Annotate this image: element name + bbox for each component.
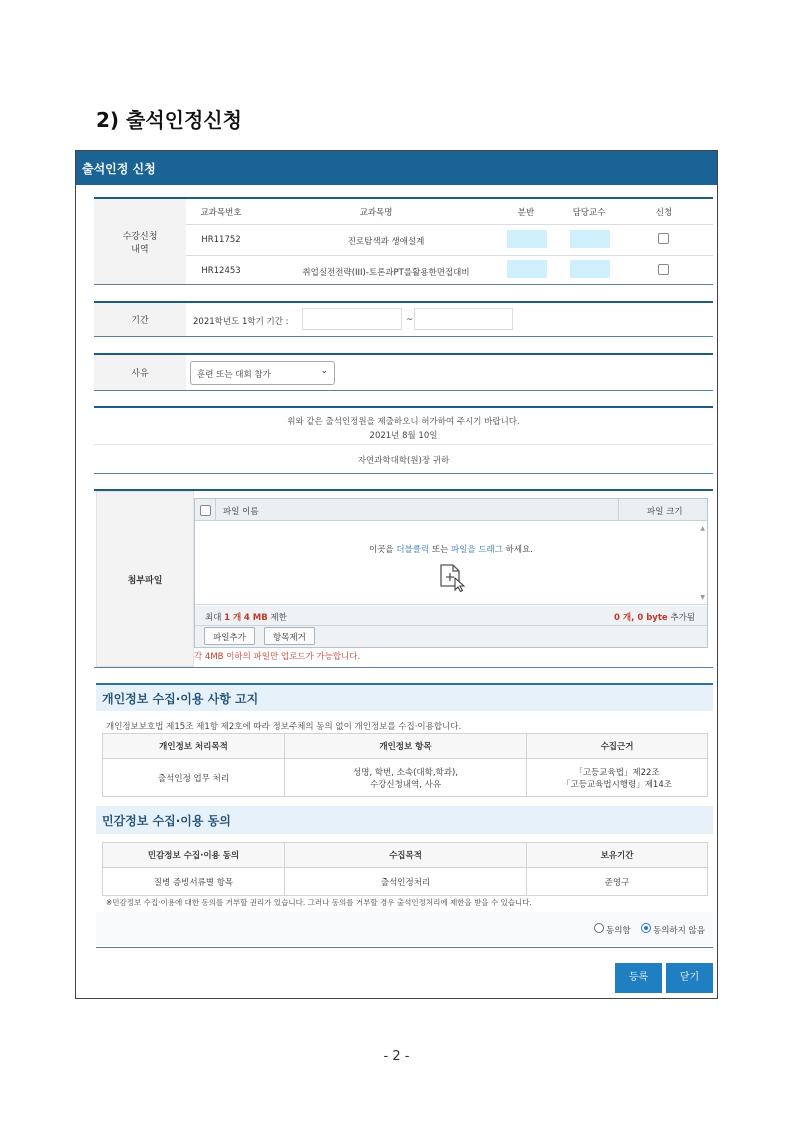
agree-label: 동의함 — [606, 926, 631, 936]
divider — [94, 444, 713, 445]
scroll-up-icon[interactable]: ▲ — [700, 525, 705, 532]
limit-size: 4 MB — [243, 613, 268, 623]
added-size: 0 byte — [637, 613, 668, 623]
header-professor: 담당교수 — [572, 208, 606, 218]
sensitive-retention: 준영구 — [527, 868, 708, 896]
privacy-items-line: 수강신청내역, 사유 — [369, 779, 442, 790]
uploader-footer — [195, 606, 707, 647]
sensitive-header-consent: 민감정보 수집·이용 동의 — [103, 843, 285, 868]
divider — [94, 336, 713, 337]
statement-recipient: 자연과학대학(원)장 귀하 — [357, 456, 450, 466]
course-code: HR11752 — [201, 235, 241, 245]
drop-text-double-click: 더블클릭 — [396, 545, 430, 555]
limit-count: 1 개 — [224, 613, 242, 623]
privacy-header-basis: 수집근거 — [527, 734, 708, 759]
course-label: 수강신청 내역 — [94, 199, 186, 284]
limit-pre: 최대 — [205, 613, 225, 623]
divider — [186, 224, 713, 225]
panel-title: 출석인정 신청 — [76, 151, 717, 185]
disagree-radio[interactable] — [641, 923, 651, 933]
chevron-down-icon: ⌄ — [320, 366, 328, 376]
sensitive-note: ※민감정보 수집·이용에 대한 동의를 거부할 권리가 있습니다. 그러나 동의를 거부할 경우 출석인정처리에 제한을 받을 수 있습니다. — [106, 898, 532, 907]
header-course-code: 교과목번호 — [200, 208, 242, 218]
divider — [96, 947, 713, 948]
course-code: HR12453 — [201, 266, 241, 276]
scroll-down-icon[interactable]: ▼ — [700, 594, 705, 601]
document-heading: 2) 출석인정신청 — [96, 108, 242, 132]
privacy-items — [285, 759, 527, 797]
divider — [618, 499, 619, 521]
sensitive-header-retention: 보유기간 — [527, 843, 708, 868]
close-button[interactable]: 닫기 — [666, 963, 713, 993]
upload-status — [614, 611, 695, 623]
column-file-size: 파일 크기 — [647, 507, 683, 517]
divider — [94, 390, 713, 391]
statement-text: 위와 같은 출석인정원을 제출하오니 허가하여 주시기 바랍니다. — [287, 417, 520, 427]
professor-field — [570, 230, 610, 248]
divider — [94, 406, 713, 408]
divider — [94, 353, 713, 355]
sensitive-purpose: 출석인정처리 — [285, 868, 527, 896]
period-end-input[interactable] — [414, 308, 513, 330]
reason-label: 사유 — [94, 355, 186, 390]
apply-checkbox[interactable] — [658, 264, 669, 275]
period-text: 2021학년도 1학기 기간 : — [193, 317, 289, 327]
upload-notice: 각 4MB 이하의 파일만 업로드가 가능합니다. — [194, 652, 361, 662]
divider — [186, 255, 713, 256]
added-post: 추가됨 — [667, 613, 695, 623]
file-add-icon — [437, 562, 467, 592]
upload-limit — [205, 611, 287, 623]
course-name: 진로탐색과 생애설계 — [347, 237, 425, 247]
divider — [94, 667, 713, 668]
reason-selected-value: 훈련 또는 대회 참가 — [197, 370, 271, 380]
divider — [94, 197, 713, 199]
drop-text-pre: 이곳을 — [368, 545, 397, 555]
divider — [94, 473, 713, 474]
course-name: 취업실전전략(III)-토론과PT를활용한면접대비 — [302, 268, 470, 278]
privacy-items-line: 성명, 학번, 소속(대학,학과), — [353, 767, 458, 778]
privacy-intro: 개인정보보호법 제15조 제1항 제2호에 따라 정보주체의 동의 없이 개인정보를 수집·이용합니다. — [106, 722, 462, 732]
file-drop-zone[interactable] — [195, 522, 707, 605]
divider — [195, 625, 707, 626]
drop-text-post: 하세요. — [502, 545, 534, 555]
agree-radio[interactable] — [594, 923, 604, 933]
privacy-section-title: 개인정보 수집·이용 사항 고지 — [96, 685, 713, 711]
disagree-label: 동의하지 않음 — [653, 926, 705, 936]
page-number: - 2 - — [383, 1049, 410, 1064]
select-all-checkbox[interactable] — [200, 505, 211, 516]
privacy-table — [102, 733, 708, 797]
drop-text-mid: 또는 — [429, 545, 451, 555]
file-uploader — [194, 498, 708, 648]
limit-post: 제한 — [267, 613, 287, 623]
attachment-label: 첨부파일 — [96, 491, 194, 667]
header-course-name: 교과목명 — [359, 208, 393, 218]
statement-date: 2021년 8월 10일 — [369, 431, 438, 441]
privacy-header-items: 개인정보 항목 — [285, 734, 527, 759]
privacy-header-purpose: 개인정보 처리목적 — [103, 734, 285, 759]
submit-button[interactable]: 등록 — [615, 963, 662, 993]
privacy-basis-line: 「고등교육법시행령」제14조 — [562, 779, 672, 790]
remove-item-button[interactable]: 항목제거 — [264, 627, 315, 645]
drop-zone-text — [195, 543, 707, 555]
professor-field — [570, 260, 610, 278]
period-start-input[interactable] — [302, 308, 402, 330]
header-apply: 신청 — [655, 208, 673, 218]
column-file-name: 파일 이름 — [223, 507, 259, 517]
add-file-button[interactable]: 파일추가 — [204, 627, 255, 645]
added-count: 0 개, — [614, 613, 638, 623]
divider — [94, 284, 713, 285]
sensitive-table — [102, 842, 708, 896]
divider — [215, 499, 216, 521]
period-label: 기간 — [94, 303, 186, 336]
apply-checkbox[interactable] — [658, 233, 669, 244]
sensitive-section-title: 민감정보 수집·이용 동의 — [96, 806, 713, 834]
sensitive-header-purpose: 수집목적 — [285, 843, 527, 868]
section-field — [507, 230, 547, 248]
period-separator: ~ — [406, 315, 414, 325]
privacy-basis-line: 「고등교육법」제22조 — [574, 767, 660, 778]
sensitive-item: 질병 증빙서류별 항목 — [103, 868, 285, 896]
reason-select[interactable] — [190, 361, 335, 385]
attendance-request-panel — [75, 150, 718, 999]
uploader-header — [195, 499, 707, 521]
header-section: 분반 — [517, 208, 535, 218]
drop-text-drag: 파일을 드래그 — [451, 545, 503, 555]
privacy-basis — [527, 759, 708, 797]
section-field — [507, 260, 547, 278]
privacy-purpose: 출석인정 업무 처리 — [103, 759, 285, 797]
divider — [94, 301, 713, 303]
